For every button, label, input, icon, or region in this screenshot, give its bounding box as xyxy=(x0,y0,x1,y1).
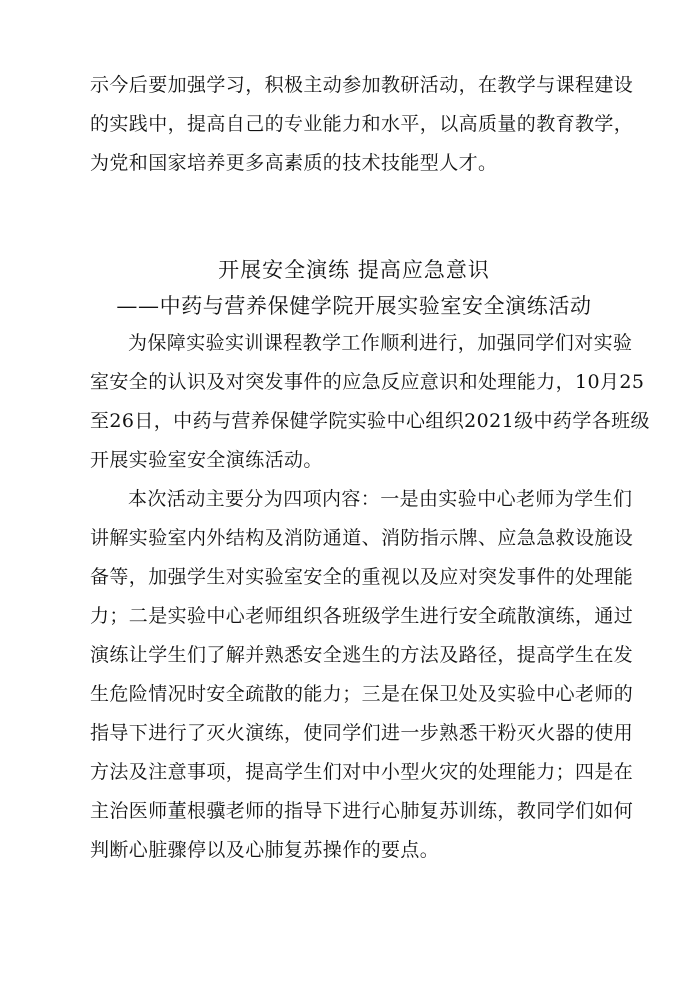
article-paragraph-2 xyxy=(90,480,634,870)
article-title: 开展安全演练 提高应急意识 xyxy=(218,258,490,282)
paragraph-line: 方法及注意事项，提高学生们对中小型火灾的处理能力；四是在 xyxy=(90,761,634,783)
paragraph-line: 判断心脏骤停以及心肺复苏操作的要点。 xyxy=(90,839,440,861)
paragraph-line: 室安全的认识及对突发事件的应急反应意识和处理能力，10月25 xyxy=(90,371,645,393)
intro-line: 的实践中，提高自己的专业能力和水平，以高质量的教育教学， xyxy=(90,113,634,135)
intro-line: 示今后要加强学习，积极主动参加教研活动，在教学与课程建设 xyxy=(90,74,634,96)
intro-paragraph xyxy=(90,66,634,183)
article xyxy=(90,252,650,870)
paragraph-line: 至26日，中药与营养保健学院实验中心组织2021级中药学各班级 xyxy=(90,410,650,432)
article-subtitle: ——中药与营养保健学院开展实验室安全演练活动 xyxy=(116,294,592,318)
paragraph-line: 为保障实验实训课程教学工作顺利进行，加强同学们对实验 xyxy=(128,332,633,354)
paragraph-line: 生危险情况时安全疏散的能力；三是在保卫处及实验中心老师的 xyxy=(90,683,634,705)
intro-line: 为党和国家培养更多高素质的技术技能型人才。 xyxy=(90,152,498,174)
paragraph-line: 主治医师董根骥老师的指导下进行心肺复苏训练，教同学们如何 xyxy=(90,800,634,822)
paragraph-line: 本次活动主要分为四项内容：一是由实验中心老师为学生们 xyxy=(128,488,633,510)
paragraph-line: 开展实验室安全演练活动。 xyxy=(90,449,323,471)
paragraph-line: 力；二是实验中心老师组织各班级学生进行安全疏散演练，通过 xyxy=(90,605,634,627)
article-paragraph-1 xyxy=(90,324,650,480)
paragraph-line: 演练让学生们了解并熟悉安全逃生的方法及路径，提高学生在发 xyxy=(90,644,634,666)
paragraph-line: 备等，加强学生对实验室安全的重视以及应对突发事件的处理能 xyxy=(90,566,634,588)
paragraph-line: 讲解实验室内外结构及消防通道、消防指示牌、应急急救设施设 xyxy=(90,527,634,549)
paragraph-line: 指导下进行了灭火演练，使同学们进一步熟悉干粉灭火器的使用 xyxy=(90,722,634,744)
